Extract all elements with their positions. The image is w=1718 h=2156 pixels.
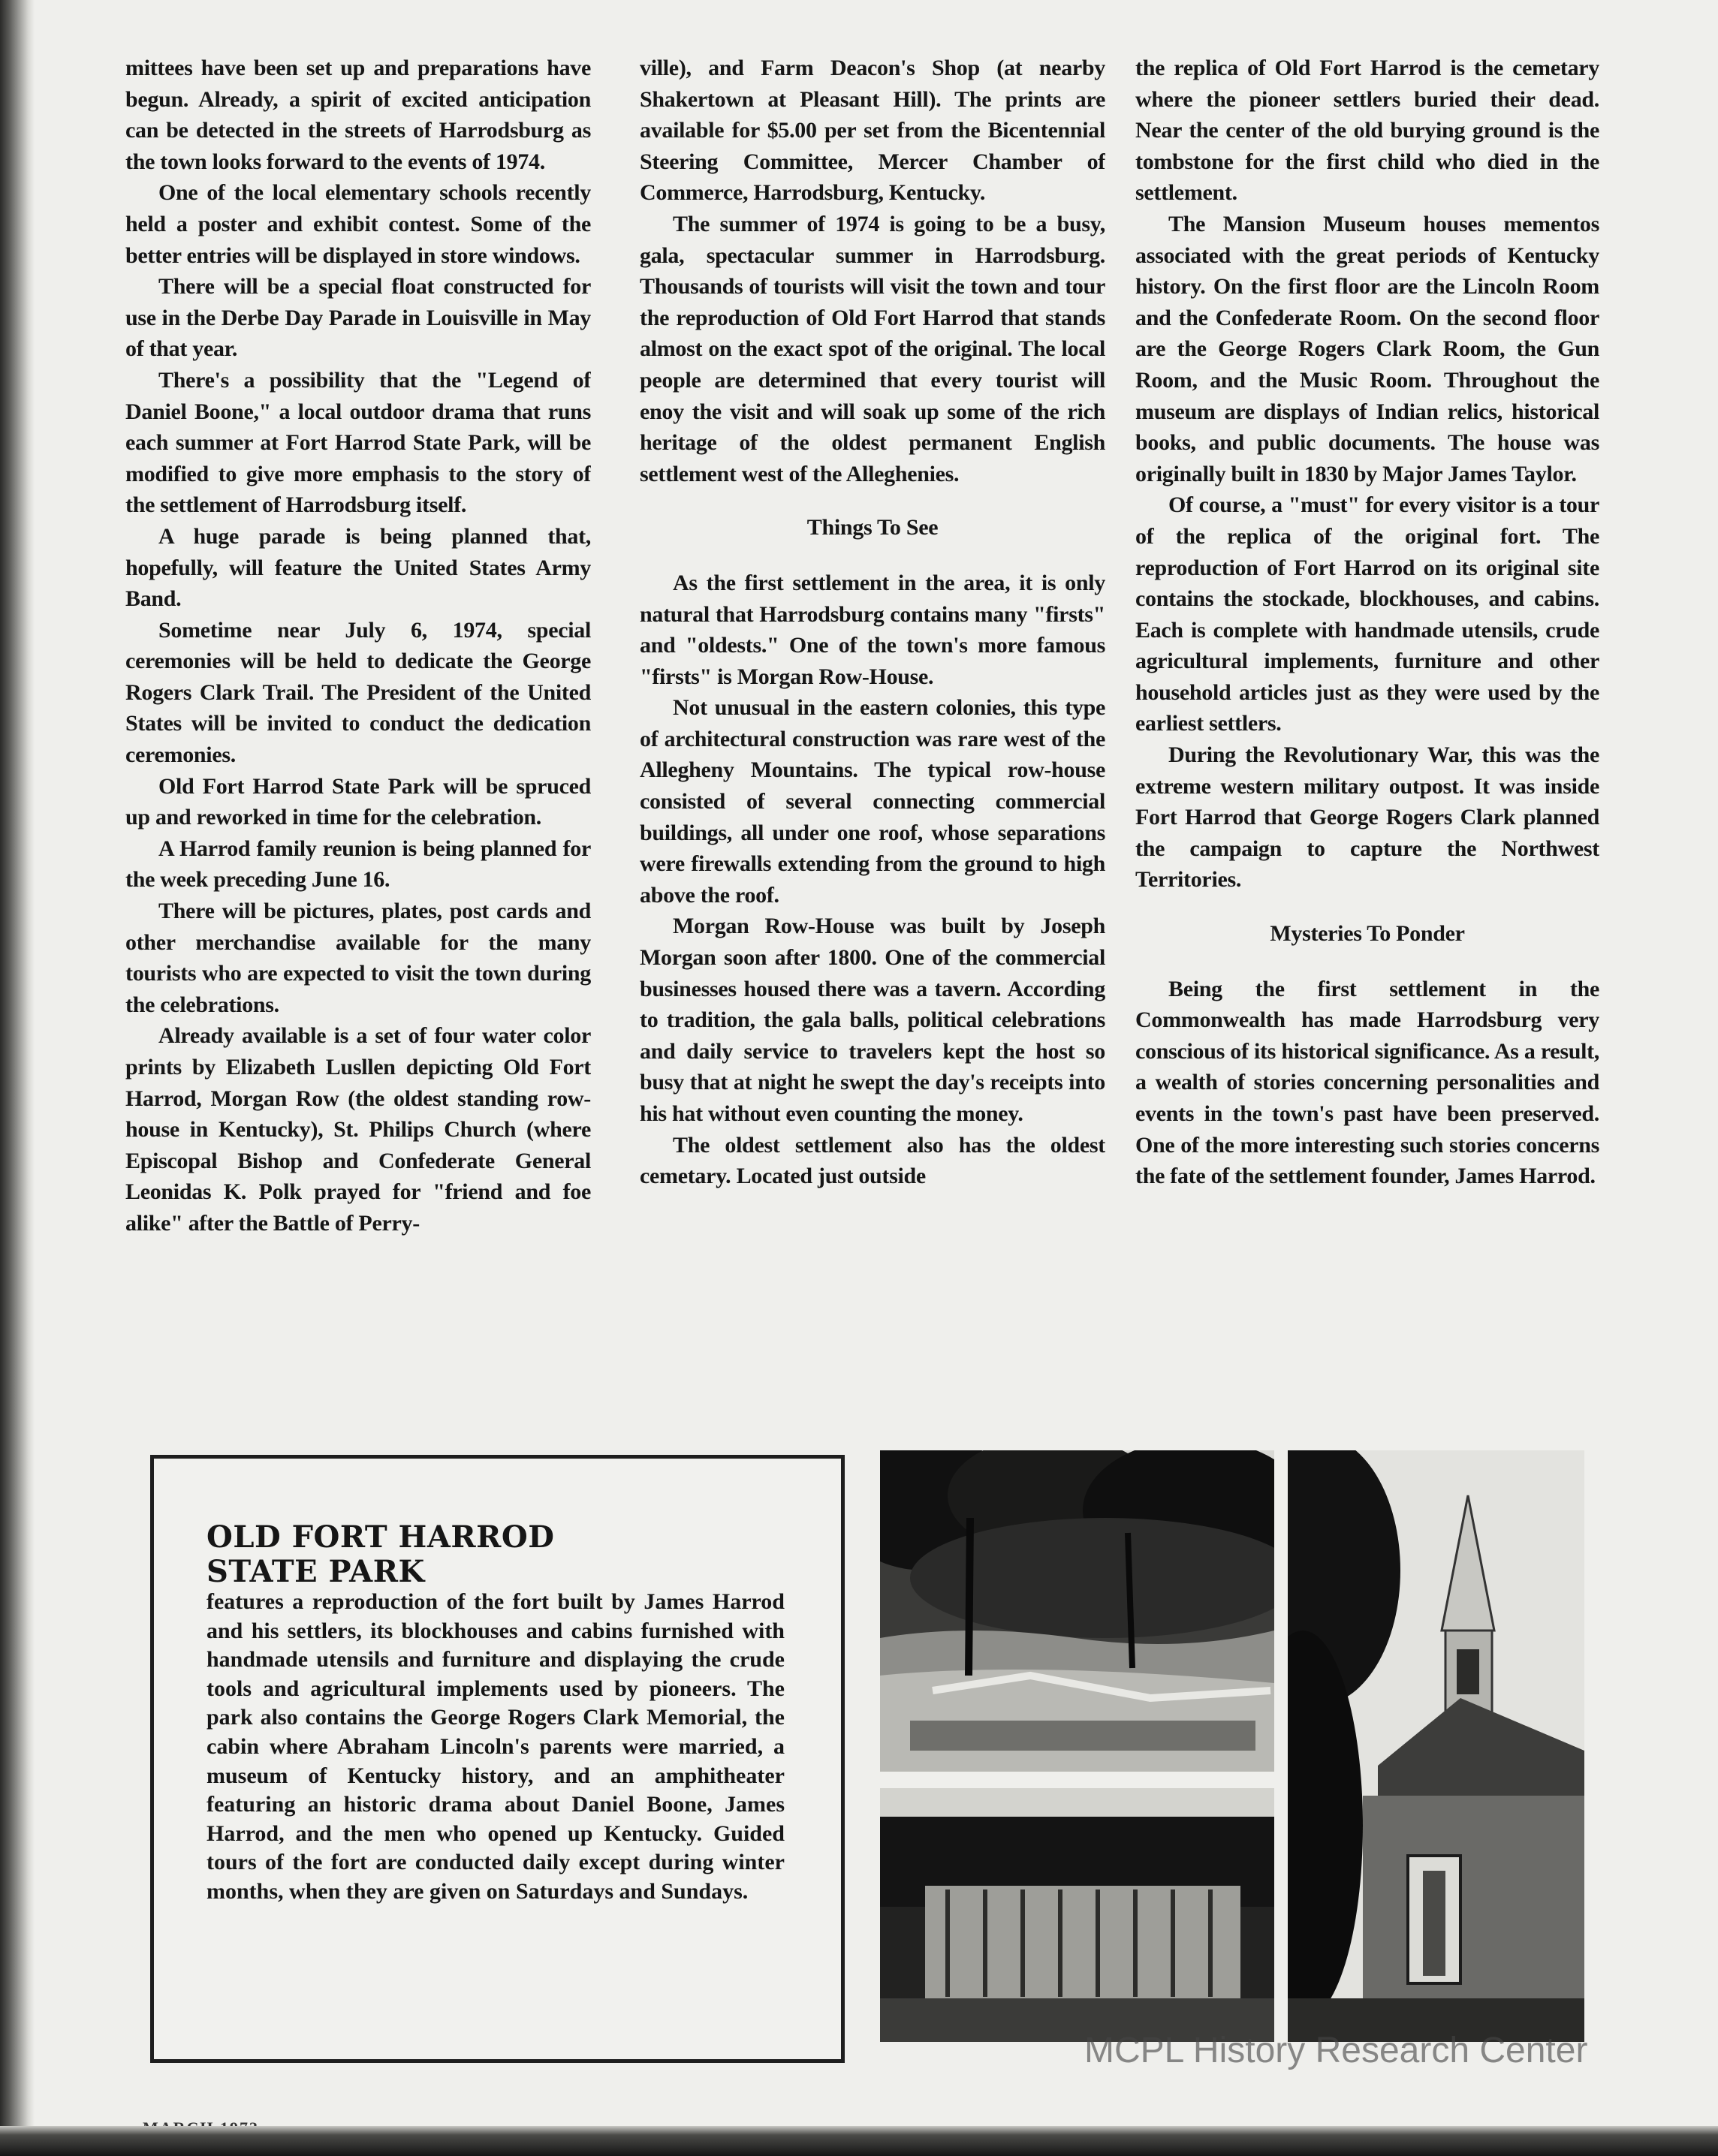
article-paragraph: ville), and Farm Deacon's Shop (at nearby Shakertown at Pleasant Hill). The prints are available for $5.00 per set from the Bicentennial Steering Committee, Mercer Chamber of Commerce, Harrodsburg, Kentucky. xyxy=(640,56,1105,206)
section-heading-things-to-see: Things To See xyxy=(806,515,939,541)
sidebar-body: features a reproduction of the fort built by James Harrod and his settlers, its blockhouses and cabins furnished with handmade utensils and furniture and displaying the crude tools and agricultural implements used by pioneers. The park also contains the George Rogers Clark Memorial, the cabin where Abraham Lincoln's parents were married, a museum of Kentucky history, and an amphitheater featuring an historic drama about Daniel Boone, James Harrod, and the men who opened up Kentucky. Guided tours of the fort are conducted daily except during winter months, when they are given on Saturdays and Sundays. xyxy=(206,1589,785,1904)
article-paragraph: Not unusual in the eastern colonies, this type of architectural construction was rare west of the Allegheny Mountains. The typical row-house consisted of several connecting commercial buildings, all under one roof, whose separations were firewalls extending from the ground to high above the roof. xyxy=(640,695,1105,908)
stockade-image xyxy=(880,1788,1274,2042)
article-paragraph: During the Revolutionary War, this was the extreme western military outpost. It was inside Fort Harrod that George Rogers Clark planned the campaign to capture the Northwest Territories. xyxy=(1135,742,1599,893)
column-2-paragraphs-top xyxy=(640,53,1105,489)
sidebar-title-line-1: OLD FORT HARROD xyxy=(206,1519,555,1555)
trees-image xyxy=(880,1450,1274,1772)
sidebar-box-fort-harrod xyxy=(150,1455,845,2063)
article-paragraph: mittees have been set up and preparations have begun. Already, a spirit of excited anticipation can be detected in the streets of Harrodsburg as the town looks forward to the events of 1974. xyxy=(125,56,591,174)
article-paragraph: The summer of 1974 is going to be a busy, gala, spectacular summer in Harrodsburg. Thousands of tourists will visit the town and tour the reproduction of Old Fort Harrod that stands almost on the exact spot of the original. The local people are determined that every tourist will enoy the visit and will soak up some of the rich heritage of the oldest permanent English settlement west of the Alleghenies. xyxy=(640,211,1105,486)
sidebar-title xyxy=(206,1520,807,1589)
article-paragraph: The Mansion Museum houses mementos associated with the great periods of Kentucky history. On the first floor are the Lincoln Room and the Confederate Room. On the second floor are the George Rogers Clark Room, the Gun Room, and the Music Room. Throughout the museum are displays of Indian relics, historical books, and public documents. The house was originally built in 1830 by Major James Taylor. xyxy=(1135,211,1599,486)
article-paragraph: A Harrod family reunion is being planned for the week preceding June 16. xyxy=(125,836,591,893)
photo-fort-trees xyxy=(880,1450,1274,1772)
article-paragraph: One of the local elementary schools recently held a poster and exhibit contest. Some of the better entries will be displayed in store windows. xyxy=(125,180,591,268)
sidebar-title-line-2: STATE PARK xyxy=(206,1554,425,1589)
column-3-paragraphs-bottom xyxy=(1135,974,1599,1192)
article-paragraph: There's a possibility that the "Legend of Daniel Boone," a local outdoor drama that runs each summer at Fort Harrod State Park, will be modified to give more emphasis to the story of the settlement of Harrodsburg itself. xyxy=(125,367,591,518)
page-scan-bottom-edge xyxy=(0,2126,1718,2156)
article-paragraph: There will be pictures, plates, post cards and other merchandise available for the many tourists who are expected to visit the town during the celebrations. xyxy=(125,899,591,1017)
article-paragraph: The oldest settlement also has the oldest cemetary. Located just outside xyxy=(640,1132,1105,1189)
article-paragraph: the replica of Old Fort Harrod is the cemetary where the pioneer settlers buried their dead. Near the center of the old burying ground is the tombstone for the first child who died in the settlement. xyxy=(1135,56,1599,206)
article-paragraph: A huge parade is being planned that, hopefully, will feature the United States Army Band. xyxy=(125,523,591,612)
photo-stockade xyxy=(880,1788,1274,2042)
article-paragraph: There will be a special float constructed for use in the Derbe Day Parade in Louisville in May of that year. xyxy=(125,274,591,362)
article-paragraph: As the first settlement in the area, it is only natural that Harrodsburg contains many "firsts" and "oldests." One of the town's more famous "firsts" is Morgan Row-House. xyxy=(640,570,1105,689)
column-2-paragraphs-bottom xyxy=(640,568,1105,1192)
church-image xyxy=(1288,1450,1584,2042)
section-heading-mysteries-to-ponder: Mysteries To Ponder xyxy=(1270,921,1465,947)
photo-church xyxy=(1288,1450,1584,2042)
article-paragraph: Sometime near July 6, 1974, special ceremonies will be held to dedicate the George Rogers Clark Trail. The President of the United States will be invited to conduct the dedication ceremonies. xyxy=(125,617,591,768)
article-paragraph: Old Fort Harrod State Park will be spruced up and reworked in time for the celebration. xyxy=(125,773,591,830)
article-paragraph: Of course, a "must" for every visitor is a tour of the replica of the original fort. The reproduction of Fort Harrod on its original site contains the stockade, blockhouses, and cabins. Each is complete with handmade utensils, crude agricultural implements, furniture and other household articles just as they were used by the earliest settlers. xyxy=(1135,492,1599,736)
page-scan-edge xyxy=(0,0,35,2156)
article-paragraph: Morgan Row-House was built by Joseph Morgan soon after 1800. One of the commercial businesses housed there was a tavern. According to tradition, the gala balls, political celebrations and daily service to travelers kept the host so busy that at night he swept the day's receipts into his hat without even counting the money. xyxy=(640,914,1105,1126)
article-paragraph: Being the first settlement in the Commonwealth has made Harrodsburg very conscious of its historical significance. As a result, a wealth of stories concerning personalities and events in the town's past have been preserved. One of the more interesting such stories concerns the fate of the settlement founder, James Harrod. xyxy=(1135,976,1599,1189)
article-column-2 xyxy=(640,53,1105,1426)
article-column-1 xyxy=(125,53,591,1426)
article-column-3 xyxy=(1135,53,1599,1426)
watermark: MCPL History Research Center xyxy=(1084,2031,1588,2070)
column-3-paragraphs-top xyxy=(1135,53,1599,896)
article-paragraph: Already available is a set of four water color prints by Elizabeth Lusllen depicting Old Fort Harrod, Morgan Row (the oldest standing row-house in Kentucky), St. Philips Church (where Episcopal Bishop and Confederate General Leonidas K. Polk prayed for "friend and foe alike" after the Battle of Perry- xyxy=(125,1023,591,1236)
